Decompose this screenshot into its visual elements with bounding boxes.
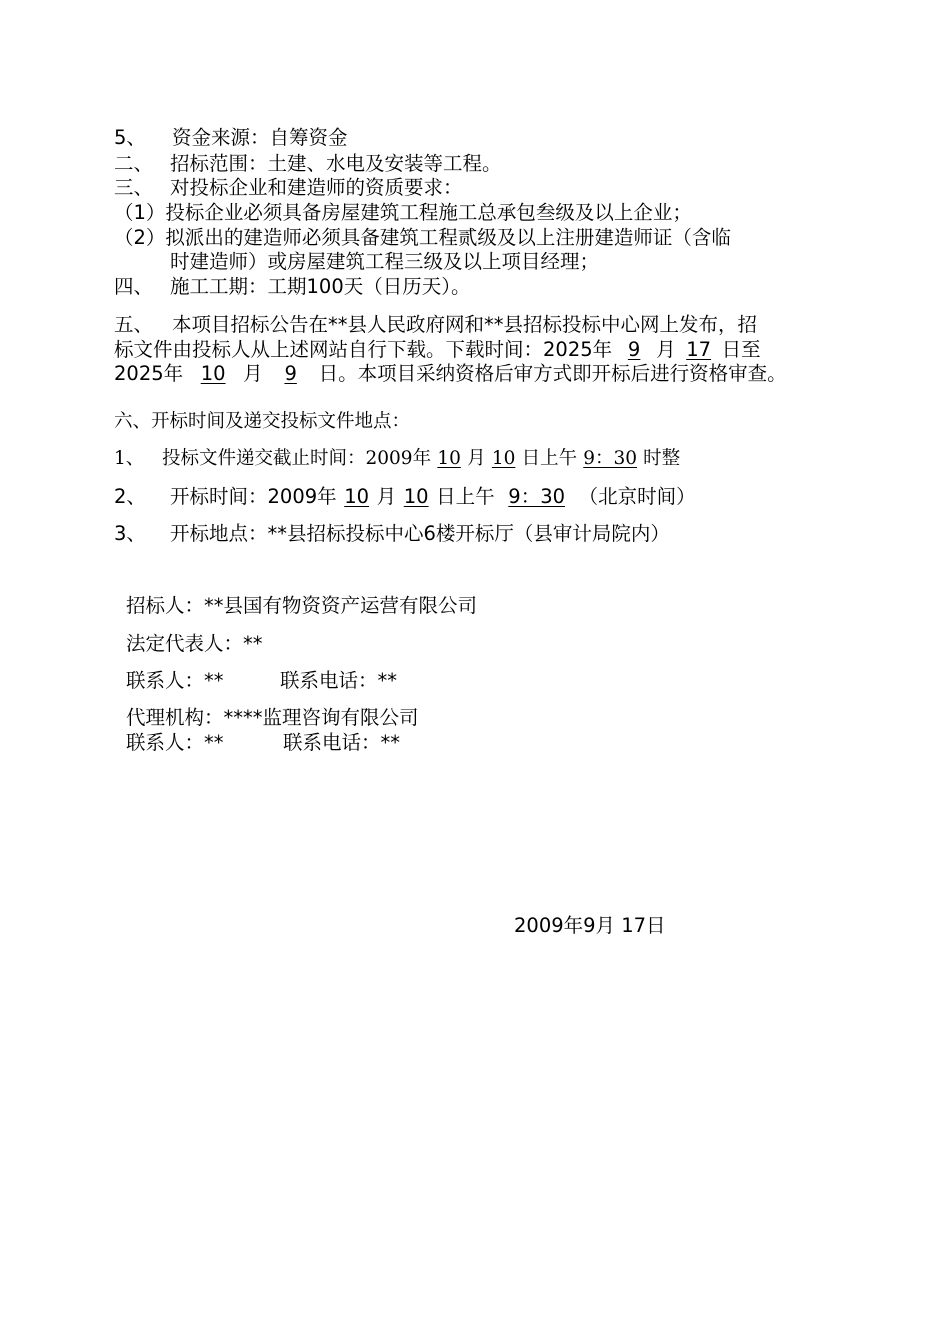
opening-time: 9：30 (508, 485, 566, 508)
opening-month: 10 (344, 485, 370, 508)
opening-day: 10 (403, 485, 429, 508)
download-end-day: 9 (284, 362, 297, 385)
deadline-time: 9：30 (583, 448, 638, 469)
deadline-month: 10 (437, 448, 461, 469)
deadline-day: 10 (491, 448, 516, 469)
download-end-month: 10 (200, 362, 226, 385)
download-start-day: 17 (686, 338, 712, 361)
download-start-month: 9 (627, 338, 641, 361)
